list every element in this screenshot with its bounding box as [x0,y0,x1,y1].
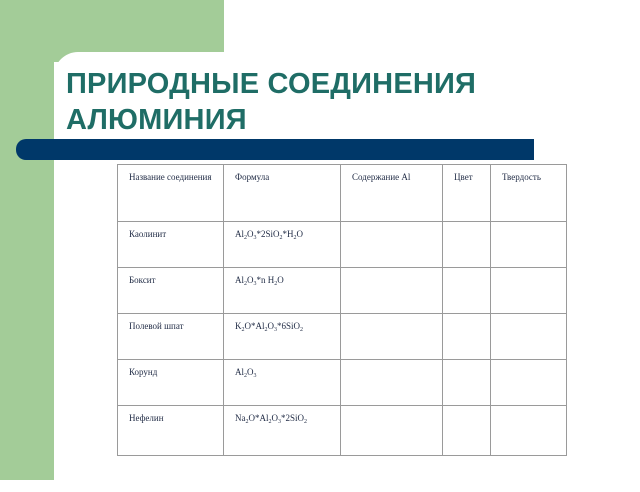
formula-subscript: 3 [253,373,257,379]
formula-subscript: 2 [264,327,268,333]
cell-al-content [341,406,443,456]
header-formula: Формула [224,165,341,222]
cell-formula: $K_2O*Al_2O_3*6SiO_2$ [224,314,341,360]
cell-formula: $Na_2O*Al_2O_3*2SiO_2$ [224,406,341,456]
cell-hardness [491,406,567,456]
formula-subscript: 2 [274,281,278,287]
header-name: Название соединения [118,165,224,222]
formula-subscript: 2 [244,235,247,241]
cell-name: Боксит [118,268,224,314]
header-hardness: Твердость [491,165,567,222]
formula-subscript: 3 [278,419,281,425]
table-row [118,406,567,456]
cell-name: Полевой шпат [118,314,224,360]
table-row [118,360,567,406]
cell-hardness [491,268,567,314]
decor-title-bar [16,139,534,160]
formula-subscript: 2 [244,373,247,379]
cell-color [443,406,491,456]
formula-subscript: 3 [274,327,277,333]
cell-color [443,268,491,314]
formula-subscript: 2 [245,419,249,425]
cell-color [443,360,491,406]
cell-hardness [491,360,567,406]
header-color: Цвет [443,165,491,222]
formula-subscript: 2 [244,281,247,287]
cell-name: Каолинит [118,222,224,268]
cell-formula: $Al_2O_3*n$ $H_2O$ [224,268,341,314]
cell-name: Нефелин [118,406,224,456]
formula-subscript: 2 [241,327,245,333]
cell-color [443,222,491,268]
cell-hardness [491,222,567,268]
cell-al-content [341,268,443,314]
slide-title [66,66,476,138]
cell-hardness [491,314,567,360]
decor-green-left [0,0,54,480]
formula-subscript: 2 [300,327,304,333]
formula-subscript: 3 [253,281,257,287]
formula-subscript: 2 [293,235,297,241]
cell-al-content [341,314,443,360]
formula-subscript: 2 [304,419,308,425]
slide-title-line-2: АЛЮМИНИЯ [66,104,247,136]
table-row [118,314,567,360]
formula-subscript: 2 [268,419,272,425]
table-row [118,222,567,268]
table-row [118,268,567,314]
table-header-row [118,165,567,222]
formula-subscript: 2 [279,235,283,241]
formula-subscript: 3 [253,235,257,241]
slide-title-line-1: ПРИРОДНЫЕ СОЕДИНЕНИЯ [66,68,477,100]
cell-al-content [341,360,443,406]
header-al-content: Содержание Al [341,165,443,222]
compounds-table [117,164,567,456]
cell-color [443,314,491,360]
cell-al-content [341,222,443,268]
cell-formula: $Al_2O_3*2SiO_2*H_2O$ [224,222,341,268]
cell-name: Корунд [118,360,224,406]
cell-formula: $Al_2O_3$ [224,360,341,406]
